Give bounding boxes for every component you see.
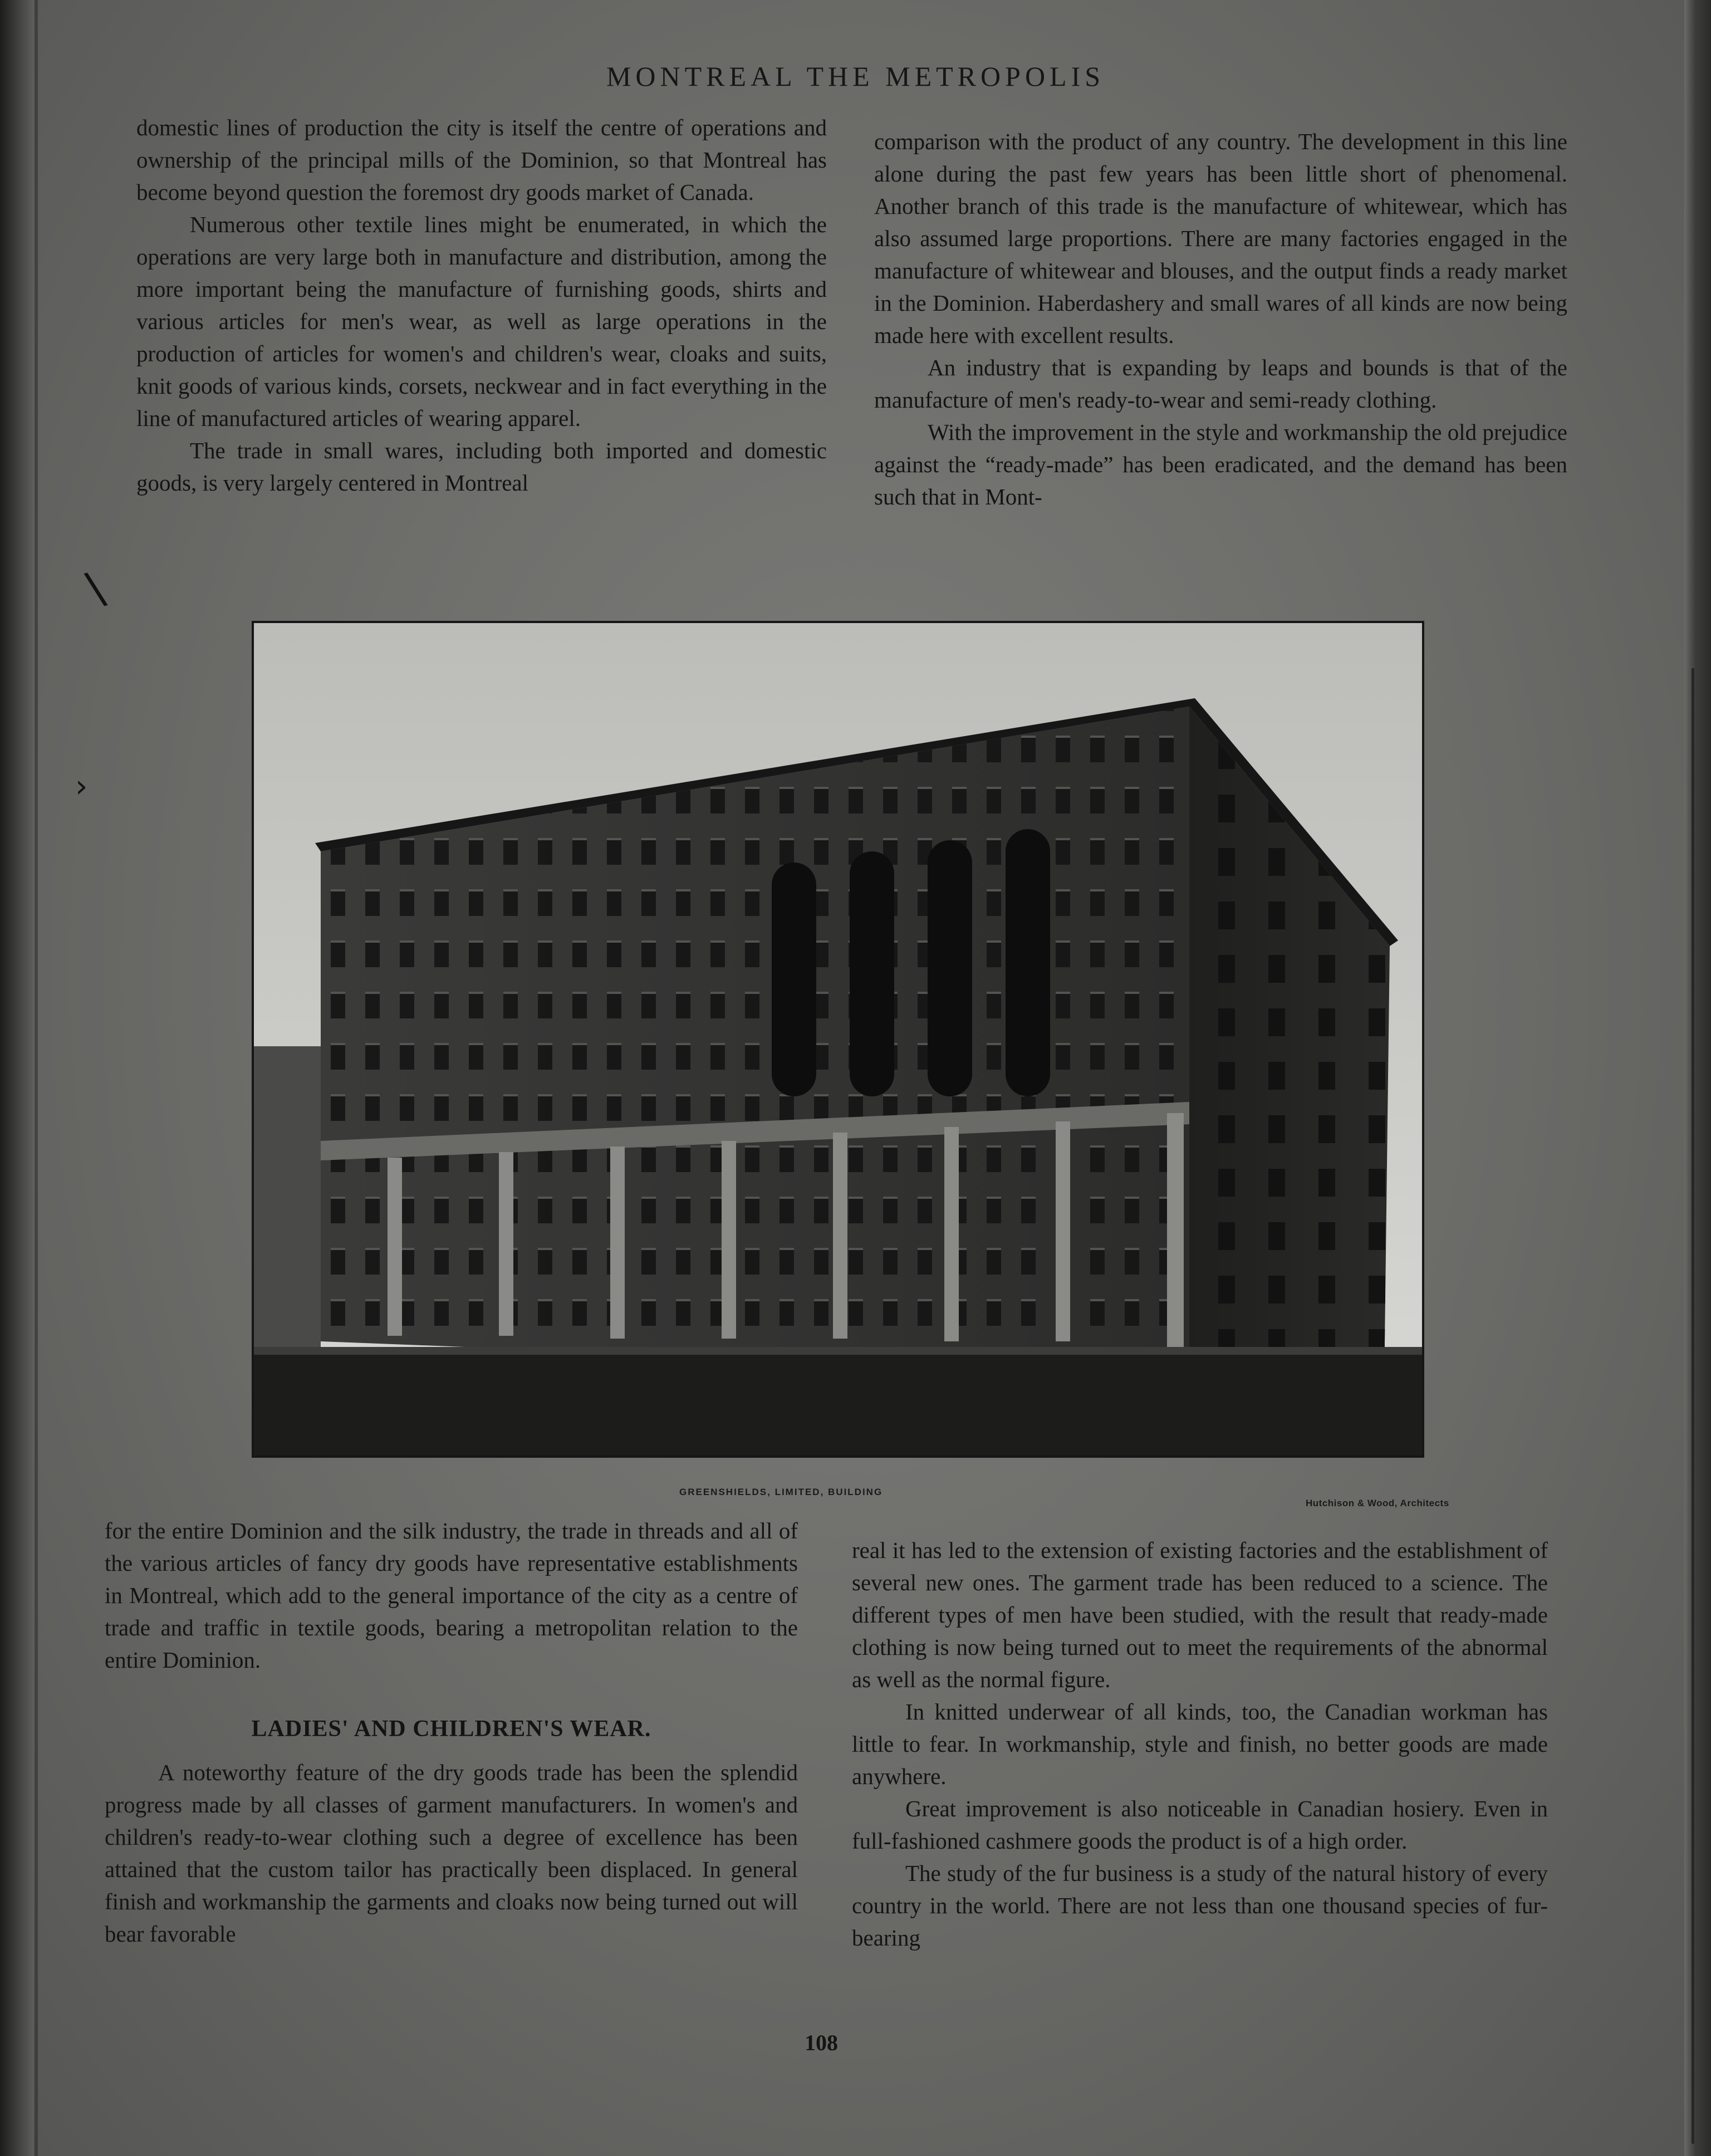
paragraph: real it has led to the extension of existing factories and the establishment of several new ones. The garment trade has been reduced to a science. The different types of men have been studied, with the result that ready-made clothing is now being turned out to meet the requirements of the abnormal as well as the normal figure. [852, 1537, 1548, 1692]
top-right-column [874, 125, 1567, 513]
paragraph: for the entire Dominion and the silk industry, the trade in threads and all of the various articles of fancy dry goods have representative establishments in Montreal, which add to the general importance of the city as a centre of trade and traffic in textile goods, bearing a metropolitan relation to the entire Dominion. [105, 1518, 798, 1673]
bottom-right-column [852, 1534, 1548, 1954]
paragraph: domestic lines of production the city is itself the centre of operations and ownership of the principal mills of the Dominion, so that Montreal has become beyond question the foremost dry goods market of Canada. [136, 115, 827, 205]
paragraph: The trade in small wares, including both imported and domestic goods, is very largely centered in Montreal [136, 438, 827, 496]
paragraph: A noteworthy feature of the dry goods trade has been the splendid progress made by all classes of garment manufacturers. In women's and children's ready-to-wear clothing such a degree of excellence has been attained that the custom tailor has practically been displaced. In general finish and workmanship the garments and cloaks now being turned out will bear favorable [105, 1760, 798, 1947]
book-binding-shadow [0, 0, 33, 2156]
right-margin-rule [1692, 668, 1694, 2144]
left-margin-rule [35, 0, 38, 2156]
margin-pen-mark: \ [81, 561, 110, 615]
right-page-edge [1684, 0, 1711, 2156]
paragraph: comparison with the product of any country. The development in this line alone during the past few years has been little short of phenomenal. Another branch of this trade is the manufacture of whitewear, which has also assumed large proportions. There are many factories engaged in the manufacture of whitewear and blouses, and the output finds a ready market in the Dominion. Haberdashery and small wares of all kinds are now being made here with excellent results. [874, 129, 1567, 348]
page-number: 108 [805, 2030, 838, 2055]
figure-credit: Hutchison & Wood, Architects [1306, 1498, 1449, 1508]
paragraph: Numerous other textile lines might be enumerated, in which the operations are very large both in manufacture and distribution, among the more important being the manufacture of furnishing goods, shirts and various articles for men's wear, as well as large operations in the production of articles for women's and children's wear, cloaks and suits, knit goods of various kinds, corsets, neckwear and in fact everything in the line of manufactured articles of wearing apparel. [136, 212, 827, 431]
paragraph: The study of the fur business is a study of the natural history of every country in the world. There are not less than one thousand species of fur-bearing [852, 1860, 1548, 1951]
bottom-left-column [105, 1515, 798, 1950]
running-head: MONTREAL THE METROPOLIS [606, 61, 1105, 92]
building-illustration [254, 623, 1422, 1456]
paragraph: In knitted underwear of all kinds, too, the Canadian workman has little to fear. In workmanship, style and finish, no better goods are made anywhere. [852, 1699, 1548, 1789]
paragraph: An industry that is expanding by leaps and bounds is that of the manufacture of men's ready-to-wear and semi-ready clothing. [874, 355, 1567, 413]
top-left-column [136, 111, 827, 499]
figure-caption: GREENSHIELDS, LIMITED, BUILDING [679, 1487, 883, 1497]
building-photograph [252, 621, 1424, 1458]
section-heading: LADIES' AND CHILDREN'S WEAR. [251, 1716, 651, 1742]
margin-pen-mark: › [75, 768, 88, 805]
paragraph: With the improvement in the style and workmanship the old prejudice against the “ready-made” has been eradicated, and the demand has been such that in Mont- [874, 419, 1567, 509]
paragraph: Great improvement is also noticeable in Canadian hosiery. Even in full-fashioned cashmere goods the product is of a high order. [852, 1796, 1548, 1854]
